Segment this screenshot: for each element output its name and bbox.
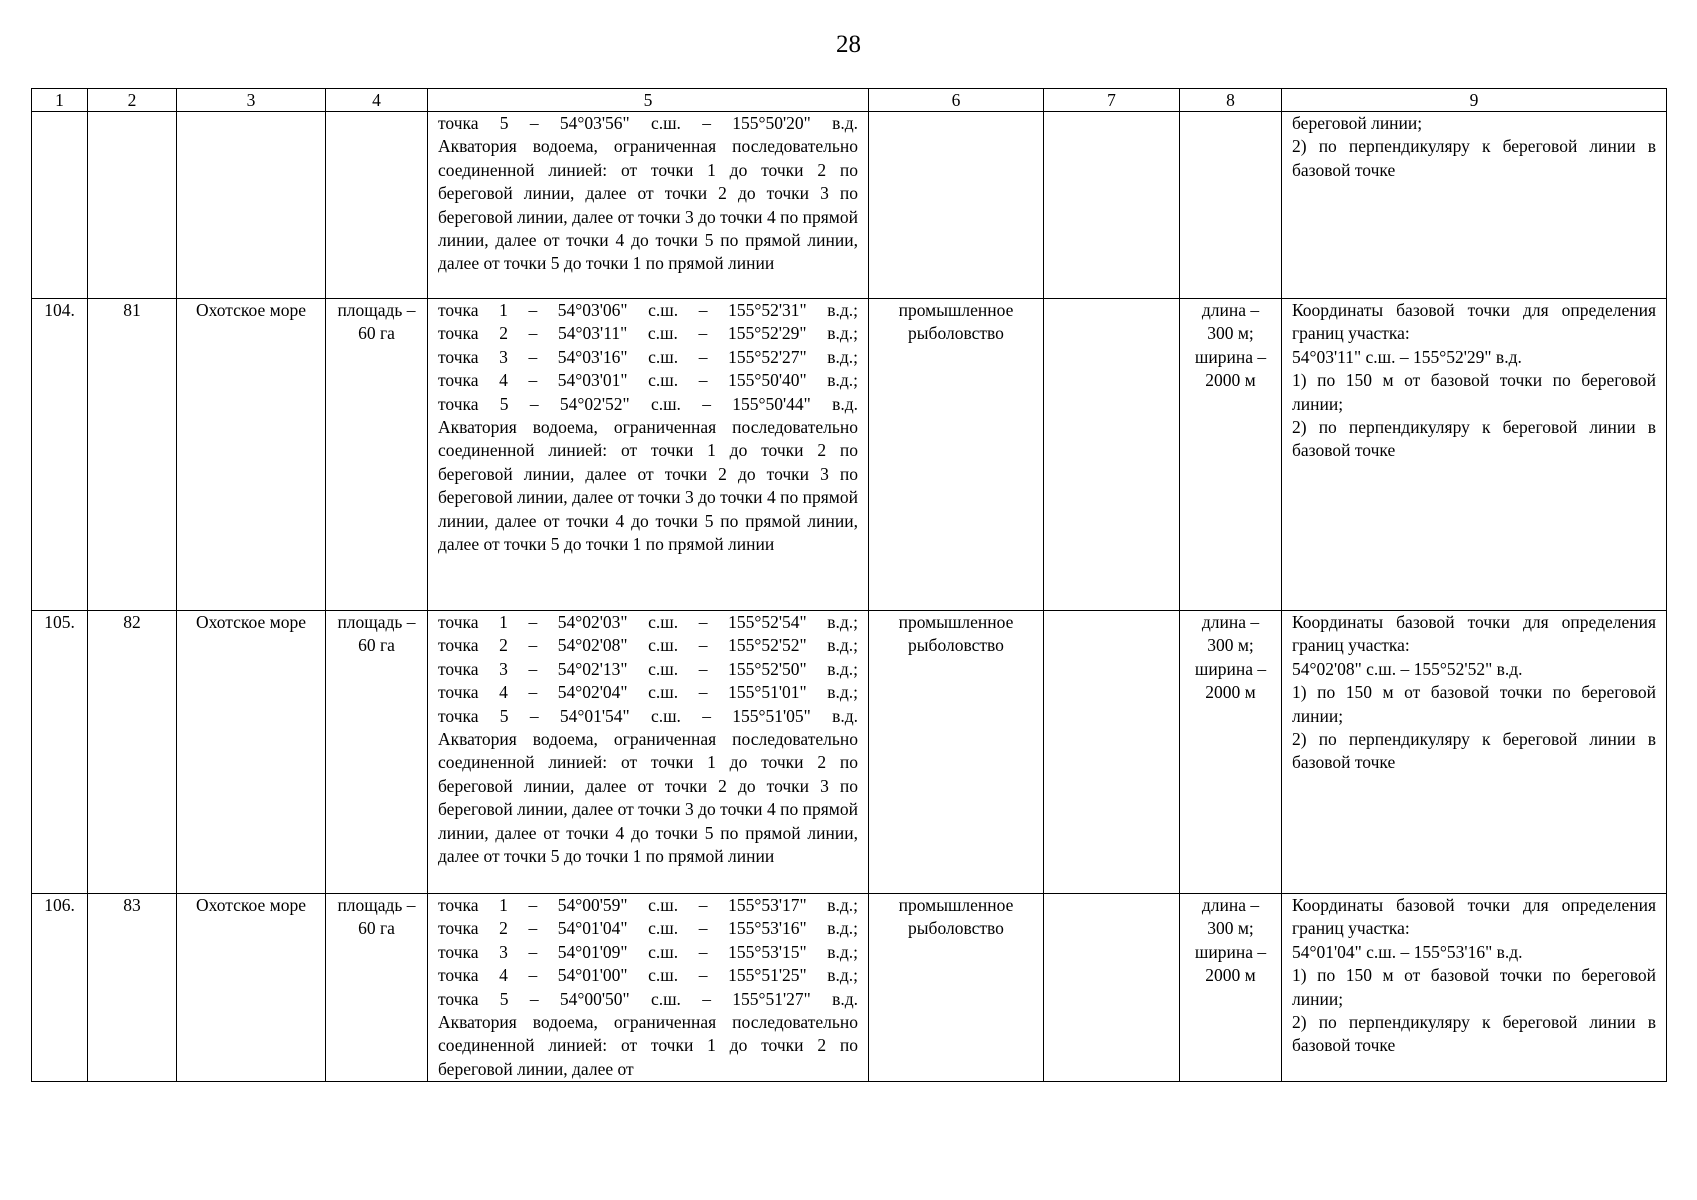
column-header: 9 [1282, 89, 1667, 112]
base-point-line: Координаты базовой точки для определения границ участка: [1292, 895, 1656, 939]
base-point-line: береговой линии; [1292, 113, 1423, 133]
area-number-cell: 82 [88, 611, 177, 894]
base-point-line: Координаты базовой точки для определения границ участка: [1292, 612, 1656, 656]
base-point-line: Координаты базовой точки для определения границ участка: [1292, 300, 1656, 344]
base-point-line: 54°01'04" с.ш. – 155°53'16" в.д. [1292, 941, 1523, 962]
base-point-line: 1) по 150 м от базовой точки по береговой линии; [1292, 370, 1656, 414]
row-number-cell: 105. [32, 611, 88, 894]
base-point-line: 2) по перпендикуляру к береговой линии в базовой точке [1292, 1012, 1656, 1056]
coordinate-line: точка 3 – 54°03'16" с.ш. – 155°52'27" в.д.; [438, 346, 858, 367]
area-size-cell: площадь – 60 га [326, 611, 428, 894]
empty-cell [1044, 894, 1180, 1082]
table-row [32, 112, 1667, 299]
row-number-cell [32, 112, 88, 299]
column-header: 4 [326, 89, 428, 112]
base-point-cell [1282, 112, 1667, 299]
column-header: 2 [88, 89, 177, 112]
coordinate-line: точка 1 – 54°00'59" с.ш. – 155°53'17" в.д.; [438, 895, 858, 915]
coordinate-line: точка 3 – 54°02'13" с.ш. – 155°52'50" в.д.; [438, 658, 858, 679]
boundaries-cell [428, 894, 869, 1082]
purpose-cell [869, 112, 1044, 299]
coordinate-line: точка 2 – 54°03'11" с.ш. – 155°52'29" в.д.; [438, 323, 858, 344]
coordinate-line: точка 4 – 54°01'00" с.ш. – 155°51'25" в.д.; [438, 965, 858, 986]
empty-cell [1044, 299, 1180, 611]
row-number-cell: 104. [32, 299, 88, 611]
coordinate-line: точка 2 – 54°02'08" с.ш. – 155°52'52" в.д.; [438, 635, 858, 656]
base-point-line: 54°02'08" с.ш. – 155°52'52" в.д. [1292, 658, 1523, 679]
fishing-areas-table [31, 88, 1667, 1082]
coordinate-line: точка 3 – 54°01'09" с.ш. – 155°53'15" в.д.; [438, 941, 858, 962]
base-point-cell [1282, 611, 1667, 894]
area-number-cell: 83 [88, 894, 177, 1082]
column-header: 7 [1044, 89, 1180, 112]
dimensions-cell: длина – 300 м; ширина – 2000 м [1180, 299, 1282, 611]
base-point-cell [1282, 299, 1667, 611]
area-number-cell: 81 [88, 299, 177, 611]
coordinate-line: точка 1 – 54°02'03" с.ш. – 155°52'54" в.д.; [438, 612, 858, 632]
coordinate-line: точка 5 – 54°00'50" с.ш. – 155°51'27" в.д. [438, 988, 858, 1009]
empty-cell [1044, 611, 1180, 894]
column-header: 1 [32, 89, 88, 112]
column-header: 5 [428, 89, 869, 112]
base-point-line: 2) по перпендикуляру к береговой линии в базовой точке [1292, 136, 1656, 180]
base-point-cell [1282, 894, 1667, 1082]
base-point-line: 1) по 150 м от базовой точки по береговой линии; [1292, 965, 1656, 1009]
coordinate-line: точка 5 – 54°01'54" с.ш. – 155°51'05" в.д. [438, 705, 858, 726]
coordinate-line: точка 5 – 54°02'52" с.ш. – 155°50'44" в.д. [438, 393, 858, 414]
row-number-cell: 106. [32, 894, 88, 1082]
boundaries-cell [428, 112, 869, 299]
coordinate-line: точка 4 – 54°03'01" с.ш. – 155°50'40" в.д.; [438, 370, 858, 391]
base-point-line: 2) по перпендикуляру к береговой линии в базовой точке [1292, 417, 1656, 461]
coordinate-line: точка 2 – 54°01'04" с.ш. – 155°53'16" в.д.; [438, 918, 858, 939]
area-size-cell: площадь – 60 га [326, 894, 428, 1082]
water-body-cell: Охотское море [177, 299, 326, 611]
column-header: 6 [869, 89, 1044, 112]
water-body-cell: Охотское море [177, 611, 326, 894]
water-body-cell: Охотское море [177, 894, 326, 1082]
boundaries-cell [428, 611, 869, 894]
dimensions-cell: длина – 300 м; ширина – 2000 м [1180, 611, 1282, 894]
table-row [32, 299, 1667, 611]
boundaries-cell [428, 299, 869, 611]
purpose-cell: промышленное рыболовство [869, 611, 1044, 894]
base-point-line: 1) по 150 м от базовой точки по береговой линии; [1292, 682, 1656, 726]
coordinate-line: точка 5 – 54°03'56" с.ш. – 155°50'20" в.д. [438, 113, 858, 133]
boundary-description: Акватория водоема, ограниченная последовательно соединенной линией: от точки 1 до точки 2 по береговой линии, далее от точки 2 до точки 3 по береговой линии, далее от точки 3 до точки 4 по прямой линии, далее от точки 4 до точки 5 по прямой линии, далее от точки 5 до точки 1 по прямой линии [438, 417, 858, 555]
coordinate-line: точка 4 – 54°02'04" с.ш. – 155°51'01" в.д.; [438, 682, 858, 703]
table-row [32, 894, 1667, 1082]
table-row [32, 611, 1667, 894]
area-number-cell [88, 112, 177, 299]
column-header: 8 [1180, 89, 1282, 112]
base-point-line: 54°03'11" с.ш. – 155°52'29" в.д. [1292, 346, 1522, 367]
coordinate-line: точка 1 – 54°03'06" с.ш. – 155°52'31" в.д.; [438, 300, 858, 320]
column-header: 3 [177, 89, 326, 112]
area-size-cell: площадь – 60 га [326, 299, 428, 611]
purpose-cell: промышленное рыболовство [869, 299, 1044, 611]
purpose-cell: промышленное рыболовство [869, 894, 1044, 1082]
boundary-description: Акватория водоема, ограниченная последовательно соединенной линией: от точки 1 до точки 2 по береговой линии, далее от [438, 1012, 858, 1079]
dimensions-cell: длина – 300 м; ширина – 2000 м [1180, 894, 1282, 1082]
boundary-description: Акватория водоема, ограниченная последовательно соединенной линией: от точки 1 до точки 2 по береговой линии, далее от точки 2 до точки 3 по береговой линии, далее от точки 3 до точки 4 по прямой линии, далее от точки 4 до точки 5 по прямой линии, далее от точки 5 до точки 1 по прямой линии [438, 729, 858, 867]
area-size-cell [326, 112, 428, 299]
empty-cell [1044, 112, 1180, 299]
dimensions-cell [1180, 112, 1282, 299]
column-number-row [32, 89, 1667, 112]
base-point-line: 2) по перпендикуляру к береговой линии в базовой точке [1292, 729, 1656, 773]
page-number: 28 [836, 31, 861, 58]
boundary-description: Акватория водоема, ограниченная последовательно соединенной линией: от точки 1 до точки 2 по береговой линии, далее от точки 2 до точки 3 по береговой линии, далее от точки 3 до точки 4 по прямой линии, далее от точки 4 до точки 5 по прямой линии, далее от точки 5 до точки 1 по прямой линии [438, 136, 858, 274]
water-body-cell [177, 112, 326, 299]
